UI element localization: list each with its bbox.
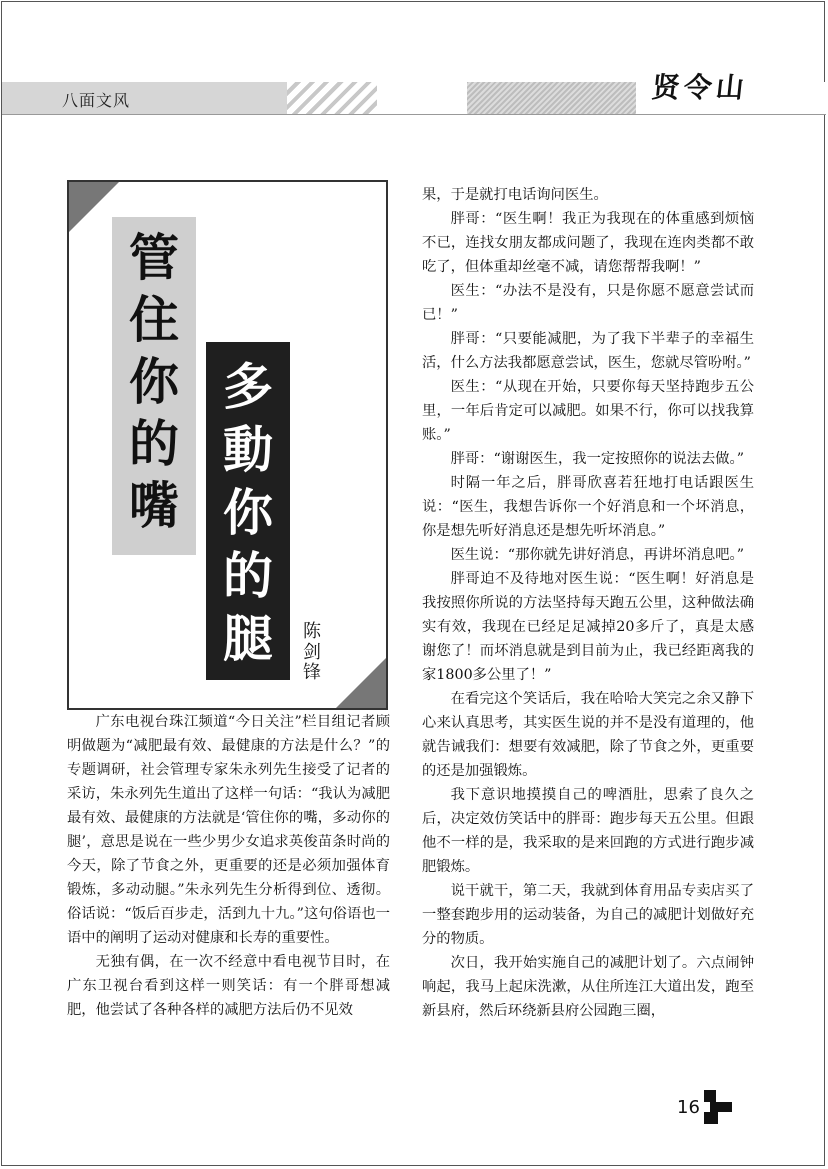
body-column-right	[422, 183, 754, 1023]
title-line-2	[206, 342, 290, 680]
title-char: 你	[129, 353, 179, 411]
corner-ornament-bottom-right	[336, 658, 386, 708]
title-char: 多	[223, 358, 273, 416]
author-char: 锋	[303, 662, 321, 684]
paragraph: 医生：“从现在开始，只要你每天坚持跑步五公里，一年后肯定可以减肥。如果不行，你可以找我算账。”	[422, 379, 754, 443]
paragraph: 次日，我开始实施自己的减肥计划了。六点闹钟响起，我马上起床洗漱，从住所连江大道出发，跑至新县府，然后环绕新县府公园跑三圈，	[422, 955, 754, 1019]
paragraph: 胖哥：“只要能减肥，为了我下半辈子的幸福生活，什么方法我都愿意尝试，医生，您就尽管吩咐。”	[422, 331, 754, 371]
paragraph-continuation: 果，于是就打电话询问医生。	[422, 187, 608, 203]
page-corner-mark-icon	[704, 1090, 732, 1124]
header-gap	[377, 82, 467, 114]
title-char: 你	[223, 484, 273, 542]
paragraph: 广东电视台珠江频道“今日关注”栏目组记者顾明做题为“减肥最有效、最健康的方法是什么？”的专题调研，社会管理专家朱永列先生接受了记者的采访，朱永列先生道出了这样一句话：“我认为减肥最有效、最健康的方法就是‘管住你的嘴，多动你的腿’，意思是说在一些少男少女追求英俊苗条时尚的今天，除了节食之外，更重要的还是必须加强体育锻炼，多动动腿。”朱永列先生分析得到位、透彻。俗话说：“饭后百步走，活到九十九。”这句俗语也一语中的阐明了运动对健康和长寿的重要性。	[67, 714, 390, 946]
paragraph: 在看完这个笑话后，我在哈哈大笑完之余又静下心来认真思考，其实医生说的并不是没有道理的，他就告诫我们：想要有效减肥，除了节食之外，更重要的还是加强锻炼。	[422, 691, 754, 779]
header-stripes	[287, 82, 377, 114]
body-column-left	[67, 710, 390, 1022]
paragraph: 胖哥：“医生啊！我正为我现在的体重感到烦恼不已，连找女朋友都成问题了，我现在连肉类都不敢吃了，但体重却丝毫不减，请您帮帮我啊！”	[422, 211, 754, 275]
paragraph: 医生说：“那你就先讲好消息，再讲坏消息吧。”	[450, 547, 744, 563]
title-line-1	[112, 217, 196, 555]
title-char: 的	[129, 415, 179, 473]
paragraph: 医生：“办法不是没有，只是你愿不愿意尝试而已！”	[422, 283, 754, 323]
paragraph: 我下意识地摸摸自己的啤酒肚，思索了良久之后，决定效仿笑话中的胖哥：跑步每天五公里。但跟他不一样的是，我采取的是来回跑的方式进行跑步减肥锻炼。	[422, 787, 754, 875]
title-char: 嘴	[129, 477, 179, 535]
title-char: 住	[129, 291, 179, 349]
title-char: 的	[223, 547, 273, 605]
column-name: 八面文风	[62, 91, 131, 110]
brand-calligraphy: 贤令山	[650, 71, 750, 104]
title-char: 腿	[223, 610, 273, 668]
title-char: 管	[129, 229, 179, 287]
author-name	[301, 622, 323, 684]
paragraph: 胖哥：“谢谢医生，我一定按照你的说法去做。”	[450, 451, 744, 467]
title-char: 動	[223, 421, 273, 479]
author-char: 陈	[303, 621, 321, 642]
page-number: 16	[677, 1097, 700, 1118]
header-grey-block	[2, 82, 287, 114]
author-char: 剑	[303, 641, 321, 663]
paragraph: 时隔一年之后，胖哥欣喜若狂地打电话跟医生说：“医生，我想告诉你一个好消息和一个坏消息，你是想先听好消息还是想先听坏消息。”	[422, 475, 754, 539]
title-box	[67, 180, 388, 710]
paragraph: 说干就干，第二天，我就到体育用品专卖店买了一整套跑步用的运动装备，为自己的减肥计划做好充分的物质。	[422, 883, 754, 947]
paragraph: 胖哥迫不及待地对医生说：“医生啊！好消息是我按照你所说的方法坚持每天跑五公里，这种做法确实有效，我现在已经足足减掉20多斤了，真是太感谢您了！而坏消息就是到目前为止，我已经距离我的家1800多公里了！”	[422, 571, 754, 683]
paragraph: 无独有偶，在一次不经意中看电视节目时，在广东卫视台看到这样一则笑话：有一个胖哥想减肥，他尝试了各种各样的减肥方法后仍不见效	[67, 954, 390, 1018]
